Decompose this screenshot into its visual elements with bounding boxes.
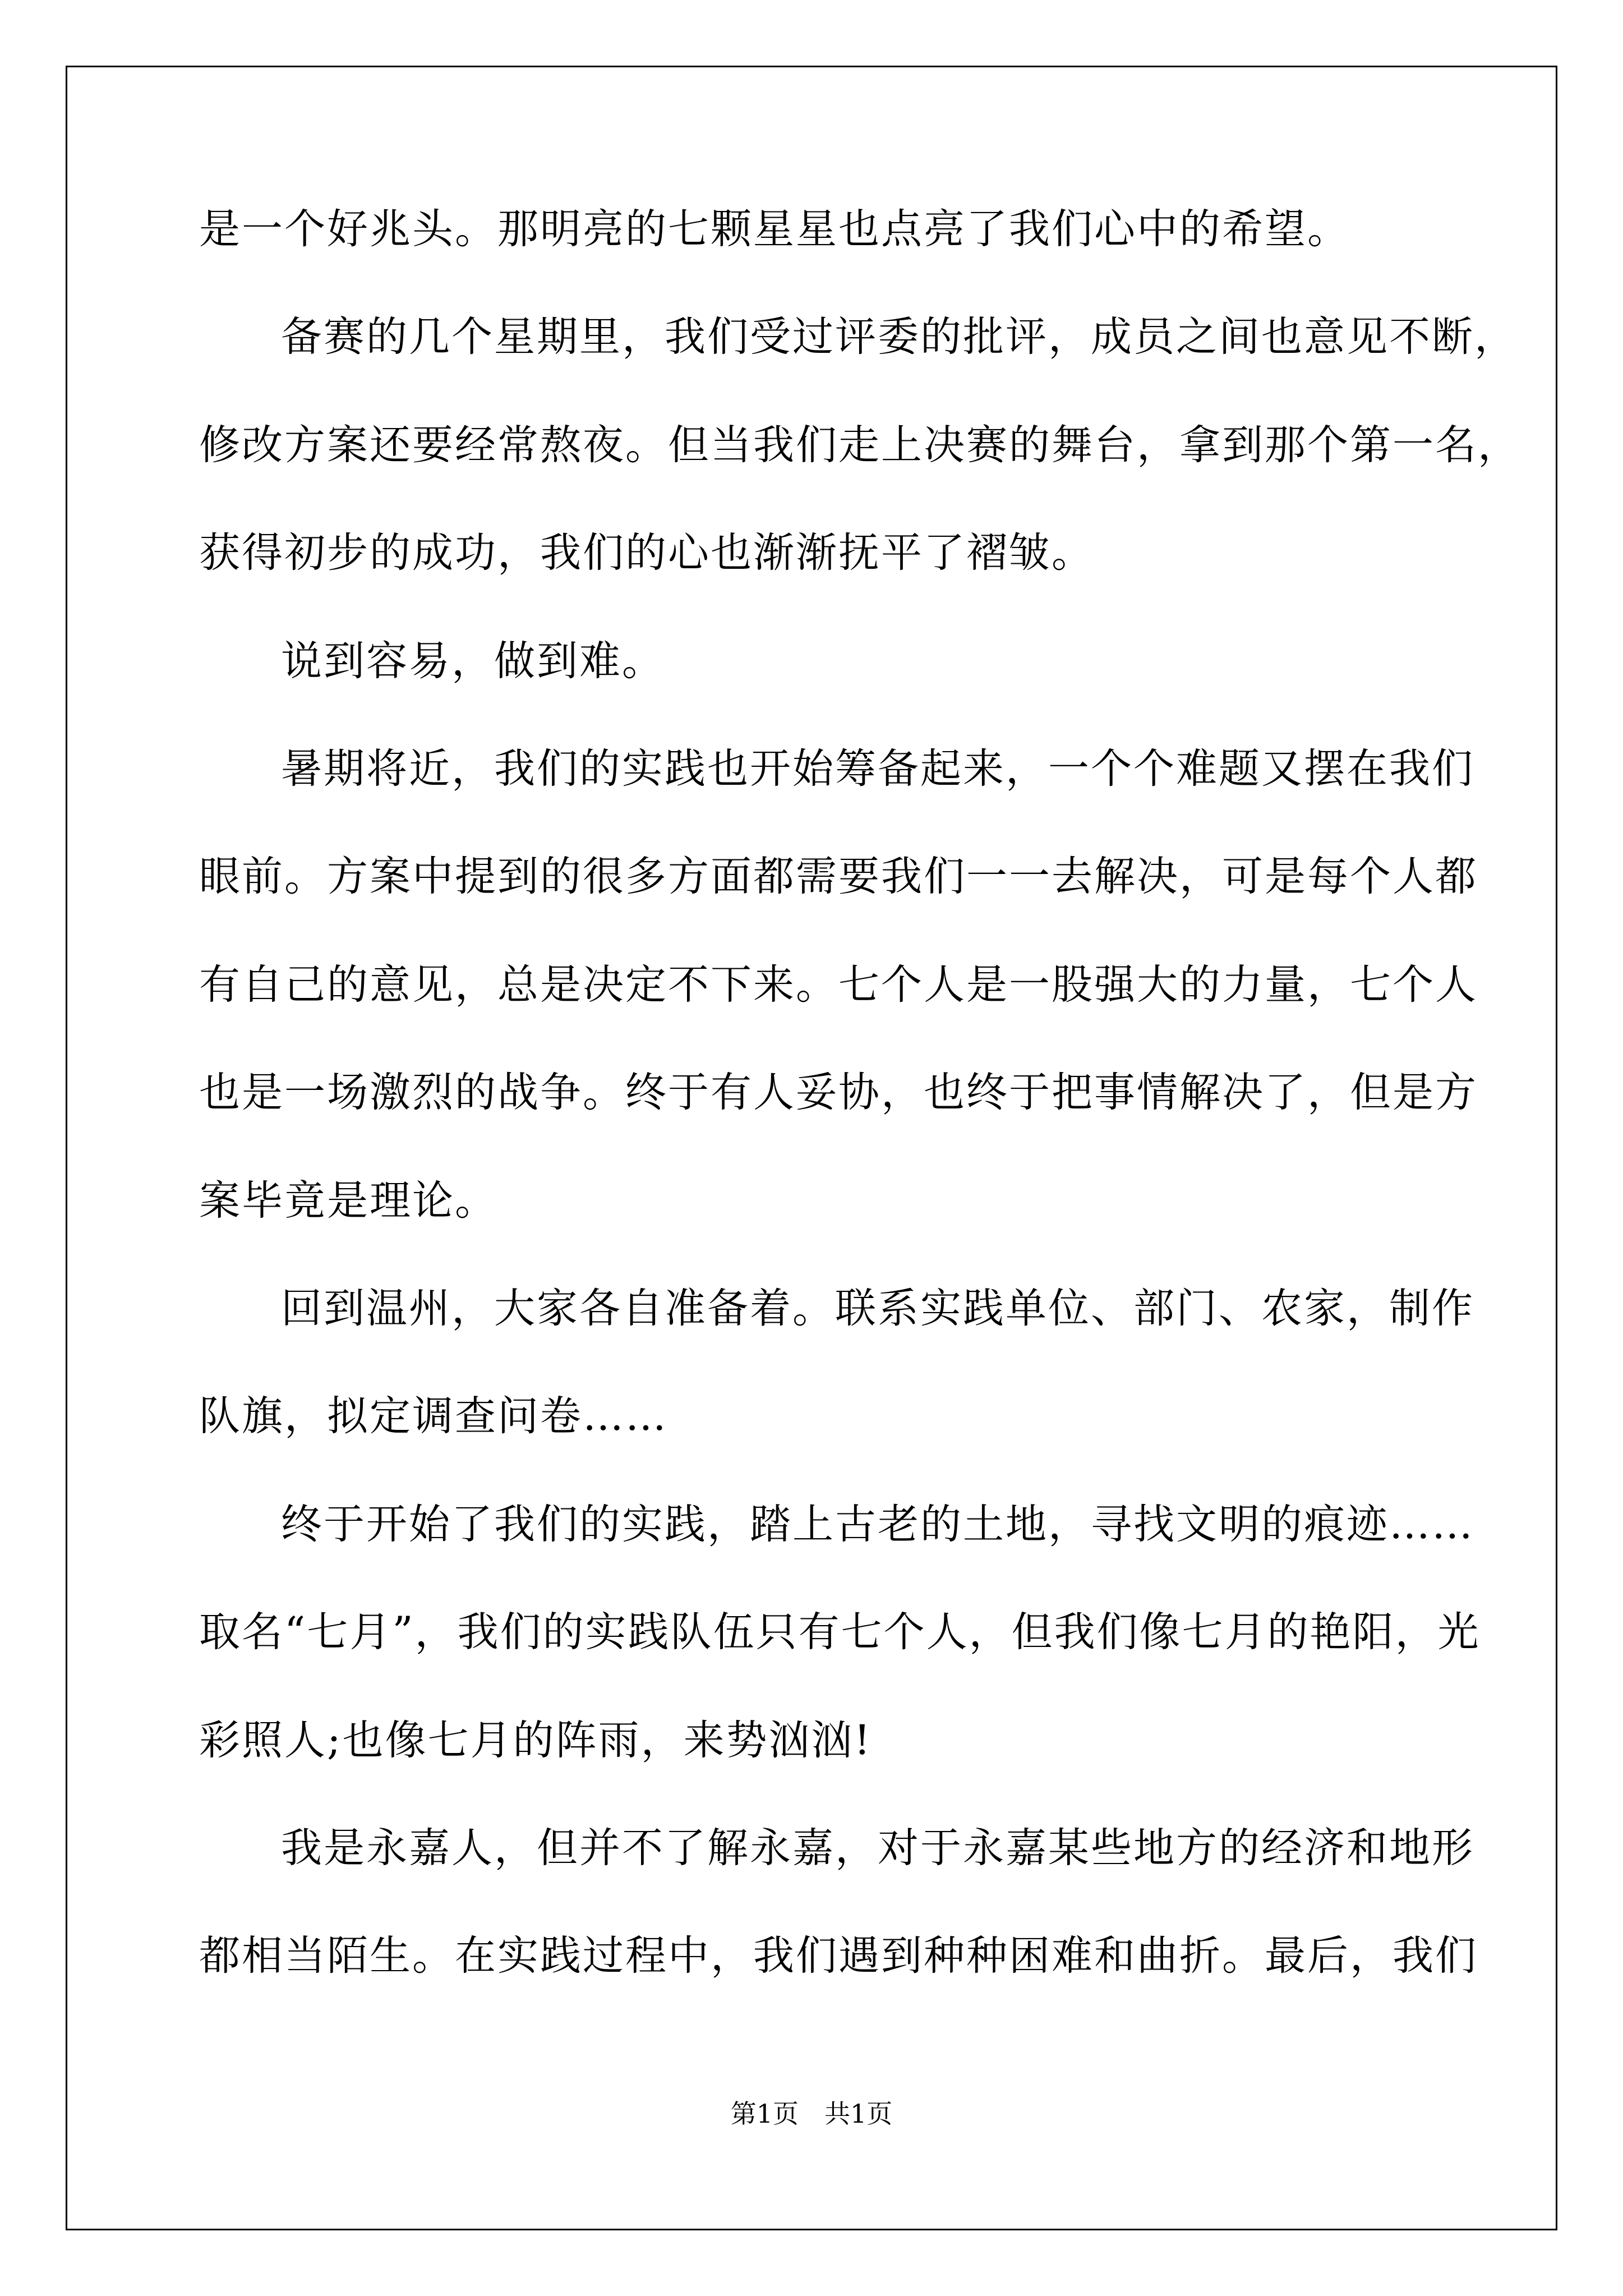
paragraph-start-line: 备赛的几个星期里，我们受过评委的批评，成员之间也意见不断， xyxy=(281,313,1517,361)
paragraph-start-line: 回到温州，大家各自准备着。联系实践单位、部门、农家，制作 xyxy=(281,1285,1474,1332)
text-line: 彩照人;也像七月的阵雨，来势汹汹! xyxy=(199,1717,872,1764)
text-line: 队旗，拟定调查问卷…… xyxy=(199,1392,668,1440)
text-line: 都相当陌生。在实践过程中，我们遇到种种困难和曲折。最后，我们 xyxy=(199,1932,1478,1980)
text-line: 修改方案还要经常熬夜。但当我们走上决赛的舞台，拿到那个第一名， xyxy=(199,421,1520,469)
page-border xyxy=(66,66,1557,2230)
text-line: 眼前。方案中提到的很多方面都需要我们一一去解决，可是每个人都 xyxy=(199,853,1478,900)
text-line: 获得初步的成功，我们的心也渐渐抚平了褶皱。 xyxy=(199,529,1094,577)
text-line: 是一个好兆头。那明亮的七颗星星也点亮了我们心中的希望。 xyxy=(199,205,1350,253)
page-footer: 第1页 共1页 xyxy=(730,2099,893,2129)
text-line: 有自己的意见，总是决定不下来。七个人是一股强大的力量，七个人 xyxy=(199,961,1478,1009)
text-line: 取名“七月”，我们的实践队伍只有七个人，但我们像七月的艳阳，光 xyxy=(199,1608,1481,1656)
paragraph-start-line: 说到容易，做到难。 xyxy=(281,637,665,685)
paragraph-start-line: 暑期将近，我们的实践也开始筹备起来，一个个难题又摆在我们 xyxy=(281,745,1474,793)
paragraph-start-line: 我是永嘉人，但并不了解永嘉，对于永嘉某些地方的经济和地形 xyxy=(281,1824,1474,1872)
text-line: 也是一场激烈的战争。终于有人妥协，也终于把事情解决了，但是方 xyxy=(199,1069,1478,1116)
text-line: 案毕竟是理论。 xyxy=(199,1177,497,1225)
paragraph-start-line: 终于开始了我们的实践，踏上古老的土地，寻找文明的痕迹…… xyxy=(281,1501,1474,1548)
